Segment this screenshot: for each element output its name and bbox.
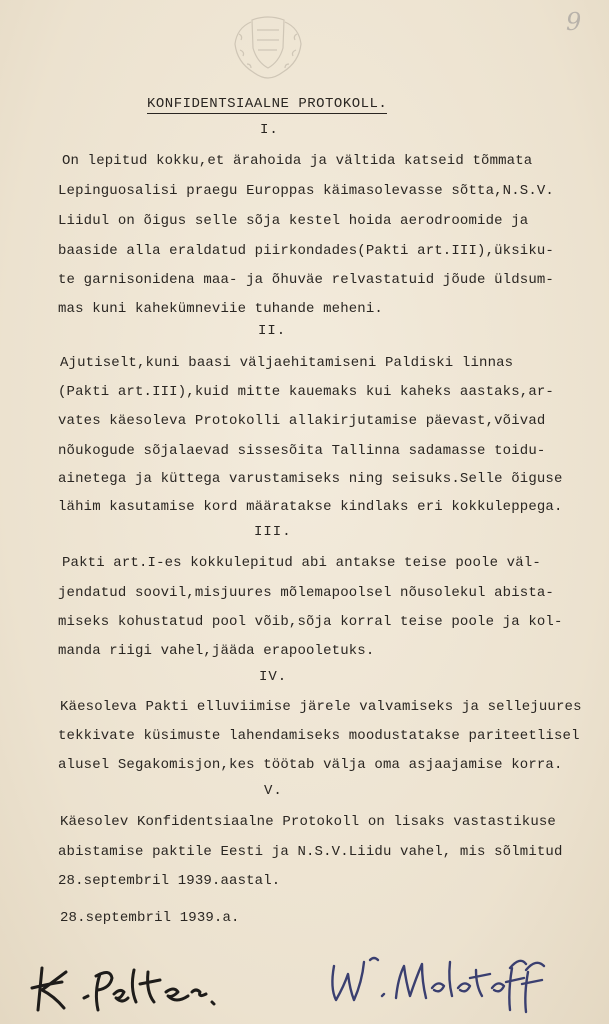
- paragraph-line: (Pakti art.III),kuid mitte kauemaks kui kaheks aastaks,ar-: [58, 384, 554, 400]
- paragraph-line: jendatud soovil,misjuures mõlemapoolsel nõusolekul abista-: [58, 585, 554, 601]
- paragraph-line: 28.septembril 1939.aastal.: [58, 873, 281, 889]
- section-numeral: I.: [260, 122, 279, 138]
- section-numeral: V.: [264, 783, 283, 799]
- paragraph-line: vates käesoleva Protokolli allakirjutamise päevast,võivad: [58, 413, 546, 429]
- paragraph-line: On lepitud kokku,et ärahoida ja vältida katseid tõmmata: [62, 153, 533, 169]
- estonian-coat-of-arms-emblem: [227, 8, 309, 82]
- section-numeral: III.: [254, 524, 292, 540]
- signature-right: [320, 948, 570, 1018]
- date-line: 28.septembril 1939.a.: [60, 910, 240, 926]
- paragraph-line: Pakti art.I-es kokkulepitud abi antakse teise poole väl-: [62, 555, 541, 571]
- section-numeral: IV.: [259, 669, 288, 685]
- paragraph-line: te garnisonidena maa- ja õhuväe relvastatuid jõude üldsum-: [58, 272, 554, 288]
- signature-left: [28, 958, 228, 1018]
- paragraph-line: ainetega ja küttega varustamiseks ning seisuks.Selle õiguse: [58, 471, 563, 487]
- paragraph-line: nõukogude sõjalaevad sissesõita Tallinna sadamasse toidu-: [58, 443, 546, 459]
- paragraph-line: tekkivate küsimuste lahendamiseks moodustatakse pariteetlisel: [58, 728, 580, 744]
- paragraph-line: manda riigi vahel,jääda erapooletuks.: [58, 643, 375, 659]
- paragraph-line: abistamise paktile Eesti ja N.S.V.Liidu vahel, mis sõlmitud: [58, 844, 563, 860]
- paragraph-line: Käesolev Konfidentsiaalne Protokoll on lisaks vastastikuse: [60, 814, 556, 830]
- paragraph-line: Liidul on õigus selle sõja kestel hoida aerodroomide ja: [58, 213, 529, 229]
- document-title: KONFIDENTSIAALNE PROTOKOLL.: [147, 96, 388, 112]
- page-number: 9: [566, 8, 582, 36]
- paragraph-line: lähim kasutamise kord määratakse kindlaks eri kokkuleppega.: [58, 499, 563, 515]
- paragraph-line: alusel Segakomisjon,kes töötab välja oma asjaajamise korra.: [58, 757, 563, 773]
- section-numeral: II.: [258, 323, 287, 339]
- paragraph-line: baaside alla eraldatud piirkondades(Pakti art.III),üksiku-: [58, 243, 554, 259]
- paragraph-line: miseks kohustatud pool võib,sõja korral teise poole ja kol-: [58, 614, 563, 630]
- paragraph-line: Ajutiselt,kuni baasi väljaehitamiseni Paldiski linnas: [60, 355, 514, 371]
- paragraph-line: Lepinguosalisi praegu Europpas käimasolevasse sõtta,N.S.V.: [58, 183, 554, 199]
- paragraph-line: mas kuni kahekümneviie tuhande meheni.: [58, 301, 383, 317]
- paragraph-line: Käesoleva Pakti elluviimise järele valvamiseks ja sellejuures: [60, 699, 582, 715]
